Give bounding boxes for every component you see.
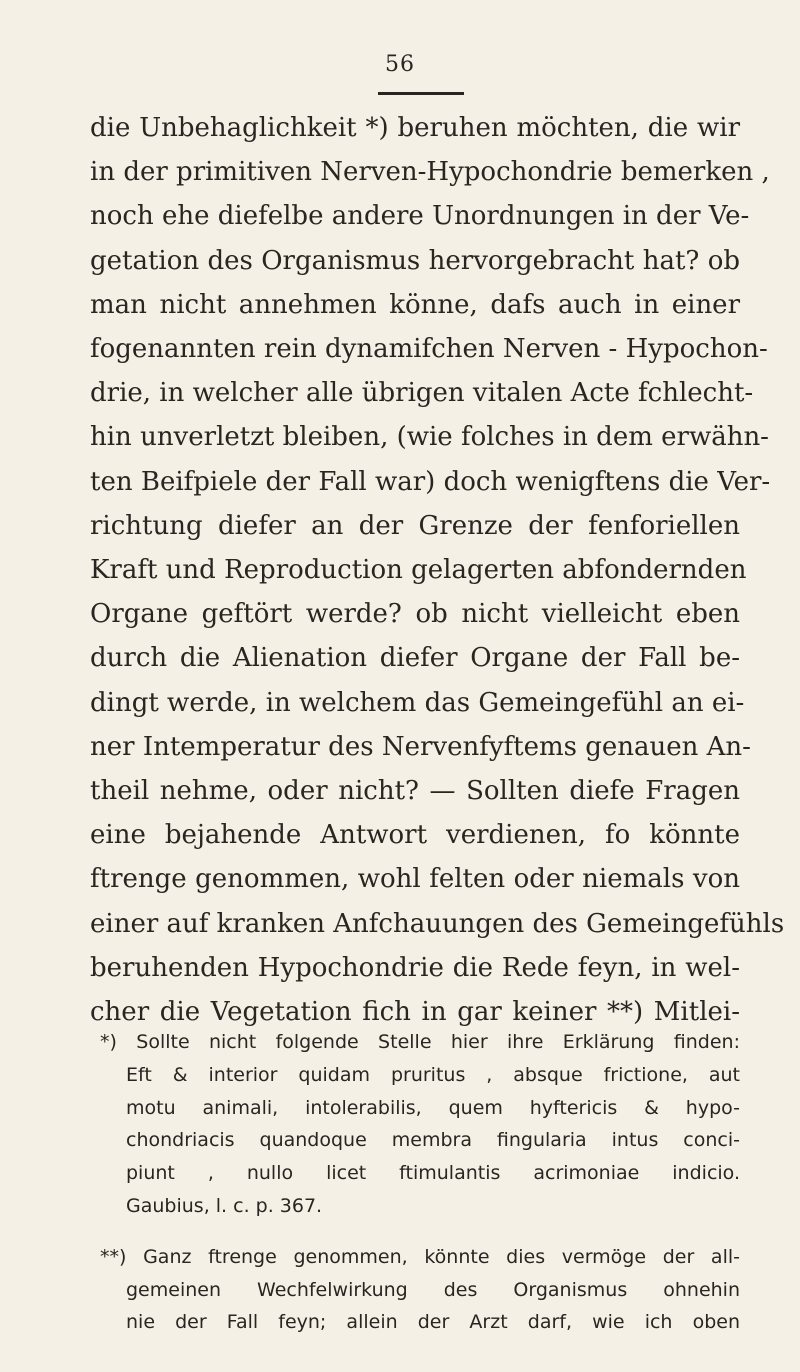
- footnote-1: [100, 1026, 740, 1223]
- page-number: 56: [385, 52, 415, 77]
- text-line: richtung diefer an der Grenze der fenforiellen: [90, 510, 740, 541]
- footnote-line: Eft & interior quidam pruritus , absque frictione, aut: [126, 1063, 740, 1086]
- footnote-line: nie der Fall feyn; allein der Arzt darf, wie ich oben: [126, 1311, 740, 1334]
- text-line: Kraft und Reproduction gelagerten abfondernden: [90, 555, 747, 586]
- text-line: ten Beifpiele der Fall war) doch wenigftens die Ver-: [90, 466, 771, 497]
- text-line: einer auf kranken Anfchauungen des Gemeingefühls: [90, 908, 785, 939]
- text-line: getation des Organismus hervorgebracht hat? ob: [90, 245, 740, 276]
- page-number-underline: [378, 92, 464, 95]
- main-text: [90, 106, 785, 1034]
- footnotes: [100, 1026, 740, 1357]
- footnote-2: [100, 1241, 740, 1339]
- footnote-line: Gaubius, l. c. p. 367.: [126, 1194, 323, 1217]
- text-line: ner Intemperatur des Nervenfyftems genauen An-: [90, 731, 751, 762]
- footnote-line: **) Ganz ftrenge genommen, könnte dies vermöge der all-: [100, 1245, 740, 1268]
- text-line: fogenannten rein dynamifchen Nerven - Hypochon-: [90, 334, 768, 365]
- text-line: eine bejahende Antwort verdienen, fo könnte: [90, 820, 740, 851]
- text-line: hin unverletzt bleiben, (wie folches in dem erwähn-: [90, 422, 769, 453]
- text-line: dingt werde, in welchem das Gemeingefühl an ei-: [90, 687, 745, 718]
- text-line: die Unbehaglichkeit *) beruhen möchten, die wir: [90, 113, 740, 143]
- text-line: Organe geftört werde? ob nicht vielleicht eben: [90, 599, 740, 630]
- text-line: man nicht annehmen könne, dafs auch in einer: [90, 289, 740, 320]
- text-line: cher die Vegetation fich in gar keiner **) Mitlei-: [90, 997, 740, 1028]
- text-line: beruhenden Hypochondrie die Rede feyn, in wel-: [90, 952, 740, 983]
- text-line: in der primitiven Nerven-Hypochondrie bemerken ,: [90, 157, 770, 188]
- footnote-line: chondriacis quandoque membra fingularia intus conci-: [126, 1129, 740, 1152]
- text-line: ftrenge genommen, wohl felten oder niemals von: [90, 864, 740, 895]
- text-line: drie, in welcher alle übrigen vitalen Acte fchlecht-: [90, 378, 754, 409]
- footnote-line: gemeinen Wechfelwirkung des Organismus ohnehin: [126, 1278, 740, 1301]
- footnote-line: piunt , nullo licet ftimulantis acrimoniae indicio.: [126, 1162, 740, 1185]
- text-line: durch die Alienation diefer Organe der Fall be-: [90, 643, 740, 674]
- text-line: theil nehme, oder nicht? — Sollten diefe Fragen: [90, 776, 740, 807]
- text-line: noch ehe diefelbe andere Unordnungen in der Ve-: [90, 201, 750, 232]
- footnote-line: *) Sollte nicht folgende Stelle hier ihre Erklärung finden:: [100, 1031, 740, 1053]
- footnote-line: motu animali, intolerabilis, quem hyftericis & hypo-: [126, 1096, 740, 1119]
